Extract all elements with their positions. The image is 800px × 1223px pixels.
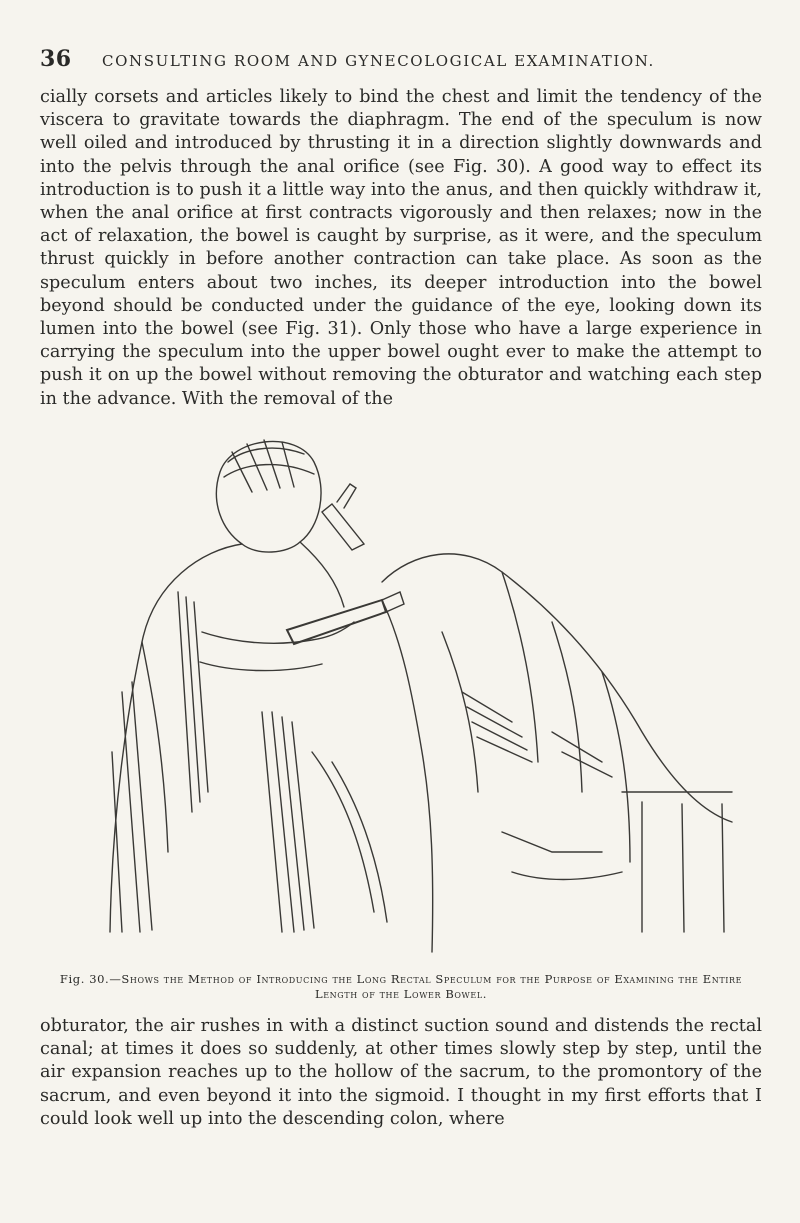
running-header [40, 46, 760, 70]
body-paragraph-2: obturator, the air rushes in with a distinct suction sound and distends the rectal canal; at times it does so suddenly, at other times slowly step by step, until the air expansion reaches up to the hollow of the sacrum, to the promontory of the sacrum, and even beyond it into the sigmoid. I thought in my first efforts that I could look well up into the descending colon, where [40, 1016, 762, 1129]
figure-label: Fig. 30. [59, 972, 110, 986]
running-title: CONSULTING ROOM AND GYNECOLOGICAL EXAMINATION. [102, 52, 655, 70]
page-number: 36 [40, 46, 72, 72]
patient-figure [382, 554, 732, 822]
examination-table [622, 792, 732, 932]
figure-caption-text: —Shows the Method of Introducing the Long Rectal Speculum for the Purpose of Examining the Entire Length of the Lower Bowel. [109, 972, 743, 1001]
rectal-speculum [287, 600, 386, 644]
body-paragraph-1: cially corsets and articles likely to bind the chest and limit the tendency of the viscera to gravitate towards the diaphragm. The end of the speculum is now well oiled and introduced by thrusting it in a direction slightly downwards and into the pelvis through the anal orifice (see Fig. 30). A good way to effect its introduction is to push it a little way into the anus, and then quickly withdraw it, when the anal orifice at first contracts vigorously and then relaxes; now in the act of relaxation, the bowel is caught by surprise, as it were, and the speculum thrust quickly in before another contraction can take place. As soon as the speculum enters about two inches, its deeper introduction into the bowel beyond should be conducted under the guidance of the eye, looking down its lumen into the bowel (see Fig. 31). Only those who have a large experience in carrying the speculum into the upper bowel ought ever to make the attempt to push it on up the bowel without removing the obturator and watching each step in the advance. With the removal of the [40, 87, 762, 409]
physician-body [110, 544, 242, 932]
figure-caption [40, 972, 762, 1002]
head-mirror [322, 504, 364, 550]
figure-30-illustration [82, 432, 738, 962]
